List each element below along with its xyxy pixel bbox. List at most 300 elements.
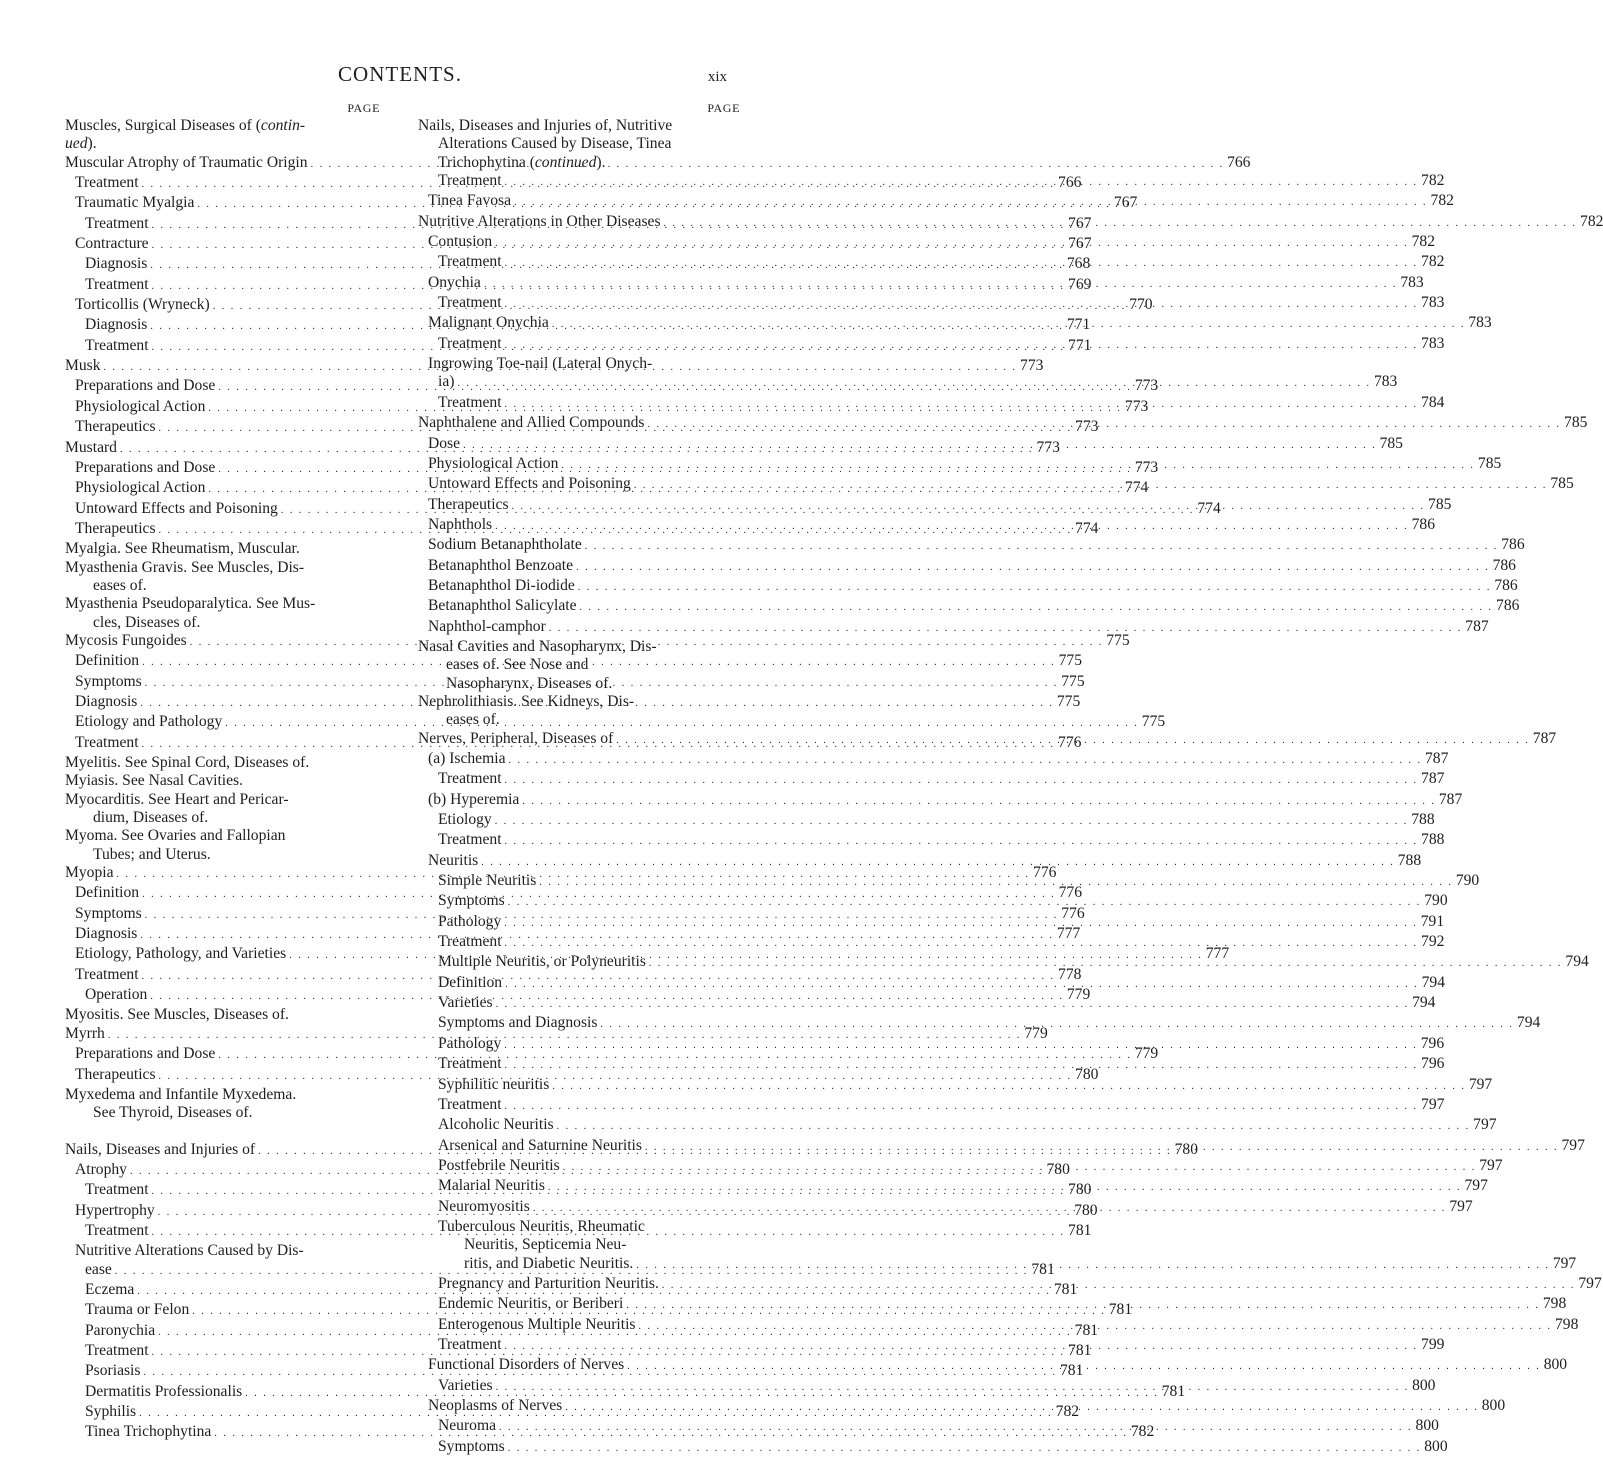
leader-dots bbox=[664, 215, 1578, 233]
toc-entry-title: Preparations and Dose bbox=[75, 1045, 216, 1063]
leader-dots bbox=[495, 518, 1409, 536]
toc-entry-title: Psoriasis bbox=[85, 1362, 141, 1380]
toc-page-number: 783 bbox=[1421, 294, 1445, 312]
toc-entry bbox=[418, 1116, 1497, 1136]
toc-entry bbox=[418, 1218, 740, 1236]
toc-page-number: 767 bbox=[1068, 214, 1092, 232]
toc-page-number: 776 bbox=[1058, 733, 1082, 751]
toc-page-number: 775 bbox=[1061, 672, 1085, 690]
toc-entry-title: Contusion bbox=[428, 233, 493, 251]
toc-entry-title: Myrrh bbox=[65, 1024, 105, 1042]
toc-page-number: 773 bbox=[1134, 377, 1159, 395]
toc-entry-title: Treatment bbox=[438, 1095, 502, 1113]
leader-dots bbox=[648, 416, 1562, 434]
toc-page-number: 780 bbox=[1068, 1181, 1092, 1199]
toc-entry-title: eases of. See Nose and bbox=[446, 656, 589, 674]
toc-entry-title: Treatment bbox=[438, 334, 502, 352]
leader-dots bbox=[639, 1318, 1553, 1336]
toc-entry-title: Atrophy bbox=[75, 1160, 127, 1178]
toc-page-number: 775 bbox=[1056, 692, 1081, 710]
toc-entry-title: Physiological Action bbox=[428, 454, 559, 472]
toc-page-number: 782 bbox=[1421, 253, 1445, 271]
toc-page-number: 794 bbox=[1565, 953, 1589, 971]
toc-entry-title: Pathology bbox=[438, 1034, 502, 1052]
intro-italic: ued bbox=[65, 135, 88, 153]
toc-entry bbox=[418, 851, 1422, 872]
toc-entry-title: Traumatic Myalgia bbox=[75, 194, 195, 212]
section-intro-cont bbox=[418, 154, 740, 172]
toc-page-number: 780 bbox=[1046, 1160, 1070, 1178]
leader-dots bbox=[580, 599, 1494, 617]
toc-entry-title: Enterogenous Multiple Neuritis bbox=[438, 1315, 636, 1333]
toc-entry-title: Preparations and Dose bbox=[75, 377, 216, 395]
toc-entry-title: Contracture bbox=[75, 235, 149, 253]
leader-dots bbox=[548, 1179, 1462, 1197]
toc-entry bbox=[418, 1075, 1493, 1096]
toc-entry-title: Nerves, Peripheral, Diseases of bbox=[418, 729, 614, 747]
toc-page-number: 781 bbox=[1068, 1221, 1092, 1239]
toc-page-number: 780 bbox=[1074, 1201, 1098, 1219]
toc-entry bbox=[65, 791, 410, 809]
leader-dots bbox=[505, 1338, 1419, 1356]
toc-page-number: 785 bbox=[1428, 495, 1452, 513]
toc-entry-title: Neoplasms of Nerves bbox=[428, 1397, 563, 1414]
toc-page-number: 794 bbox=[1421, 973, 1445, 991]
leader-dots bbox=[499, 1419, 1413, 1437]
leader-dots bbox=[505, 174, 1419, 192]
toc-page-number: 797 bbox=[1464, 1177, 1488, 1195]
toc-entry-title: Treatment bbox=[75, 965, 139, 983]
toc-page-number: 791 bbox=[1420, 912, 1445, 930]
leader-dots bbox=[539, 874, 1453, 892]
toc-entry-title: Nutritive Alterations Caused by Dis- bbox=[75, 1242, 304, 1260]
leader-dots bbox=[504, 1037, 1418, 1055]
toc-entry-title: Etiology bbox=[438, 811, 492, 829]
toc-entry-title: Treatment bbox=[85, 1341, 149, 1359]
leader-dots bbox=[552, 316, 1466, 334]
toc-entry-title: Untoward Effects and Poisoning bbox=[428, 475, 631, 493]
toc-entry-title: Dermatitis Professionalis bbox=[85, 1382, 243, 1400]
leader-dots bbox=[578, 579, 1492, 597]
toc-page-number: 785 bbox=[1550, 475, 1574, 493]
toc-entry bbox=[418, 355, 740, 373]
toc-entry-title: Malarial Neuritis bbox=[438, 1177, 545, 1195]
toc-entry bbox=[418, 693, 740, 711]
toc-page-number: 775 bbox=[1141, 713, 1166, 731]
toc-page-number: 787 bbox=[1465, 617, 1489, 635]
toc-entry-title: Musk bbox=[65, 357, 101, 375]
toc-page-number: 774 bbox=[1124, 479, 1149, 497]
toc-entry-title: Symptoms and Diagnosis bbox=[438, 1014, 598, 1032]
leader-dots bbox=[565, 1399, 1479, 1417]
toc-entry bbox=[418, 1095, 1445, 1116]
toc-page-number: 774 bbox=[1075, 519, 1099, 537]
toc-page-number: 794 bbox=[1412, 994, 1436, 1012]
leader-dots bbox=[552, 1078, 1466, 1096]
toc-entry-title: Sodium Betanaphtholate bbox=[428, 536, 582, 554]
toc-page-number: 771 bbox=[1068, 336, 1092, 354]
toc-entry-title: Treatment bbox=[438, 933, 502, 951]
section-gap bbox=[65, 1123, 410, 1141]
toc-page-number: 797 bbox=[1421, 1095, 1445, 1113]
leader-dots bbox=[522, 793, 1436, 811]
toc-entry bbox=[418, 770, 1445, 790]
leader-dots bbox=[495, 235, 1409, 253]
toc-page-number: 788 bbox=[1397, 851, 1422, 869]
toc-entry bbox=[418, 1437, 1448, 1458]
toc-entry-title: Postfebrile Neuritis bbox=[438, 1156, 560, 1174]
toc-page-number: 767 bbox=[1068, 235, 1092, 253]
toc-page-number: 800 bbox=[1481, 1397, 1506, 1414]
toc-entry-title: Myasthenia Pseudoparalytica. See Mus- bbox=[65, 595, 316, 613]
toc-entry-title: Therapeutics bbox=[75, 1065, 156, 1083]
toc-entry-title: Syphilitic neuritis bbox=[438, 1075, 550, 1093]
leader-dots bbox=[549, 620, 1463, 638]
toc-entry-title: Treatment bbox=[438, 770, 502, 788]
toc-entry-title: Naphthols bbox=[428, 515, 493, 533]
toc-entry-title: Nutritive Alterations in Other Diseases bbox=[418, 212, 661, 230]
leader-dots bbox=[496, 1379, 1410, 1397]
toc-entry bbox=[65, 809, 410, 827]
leader-dots bbox=[495, 813, 1409, 831]
toc-entry-title: Dose bbox=[428, 434, 461, 452]
toc-page-number: 790 bbox=[1424, 892, 1448, 910]
leader-dots bbox=[585, 538, 1499, 556]
toc-entry-title: Myalgia. See Rheumatism, Muscular. bbox=[65, 540, 300, 558]
toc-entry-title: Treatment bbox=[85, 275, 149, 293]
toc-page-number: 771 bbox=[1066, 316, 1091, 334]
toc-entry bbox=[418, 750, 1449, 770]
toc-page-number: 782 bbox=[1055, 1403, 1080, 1420]
toc-page-number: 782 bbox=[1421, 172, 1445, 190]
toc-entry-title: Treatment bbox=[438, 1055, 502, 1073]
toc-entry-title: Simple Neuritis bbox=[438, 872, 537, 890]
toc-entry bbox=[418, 656, 740, 674]
leader-dots bbox=[662, 1277, 1576, 1295]
intro-italic: contin- bbox=[260, 117, 306, 134]
toc-page-number: 788 bbox=[1421, 831, 1445, 849]
toc-page-number: 780 bbox=[1174, 1140, 1199, 1158]
toc-entry-title: Syphilis bbox=[85, 1403, 137, 1420]
toc-entry-title: Myiasis. See Nasal Cavities. bbox=[65, 772, 244, 790]
leader-dots bbox=[509, 752, 1423, 770]
leader-dots bbox=[649, 955, 1563, 973]
toc-page-number: 781 bbox=[1074, 1321, 1099, 1339]
toc-entry-title: Symptoms bbox=[438, 1437, 505, 1455]
toc-page-number: 797 bbox=[1468, 1075, 1493, 1093]
toc-page-number: 798 bbox=[1542, 1295, 1567, 1313]
toc-entry-title: Nasopharynx, Diseases of. bbox=[446, 674, 613, 692]
toc-page-number: 776 bbox=[1033, 864, 1057, 882]
leader-dots bbox=[616, 732, 1530, 750]
leader-dots bbox=[505, 1057, 1419, 1075]
toc-entry-title: Operation bbox=[85, 986, 148, 1004]
toc-entry-title: Mycosis Fungoides bbox=[65, 631, 187, 649]
toc-page-number: 782 bbox=[1580, 212, 1603, 230]
toc-entry-title: Myopia bbox=[65, 864, 114, 882]
toc-entry-title: Myxedema and Infantile Myxedema. bbox=[65, 1085, 297, 1103]
leader-dots bbox=[463, 437, 1377, 455]
leader-dots bbox=[505, 935, 1419, 953]
toc-entry-title: eases of. bbox=[93, 576, 147, 594]
leader-dots bbox=[496, 996, 1410, 1014]
toc-entry bbox=[418, 576, 1518, 597]
toc-entry bbox=[418, 811, 1435, 831]
toc-entry bbox=[65, 1242, 410, 1260]
toc-page-number: 776 bbox=[1058, 884, 1082, 902]
toc-page-number: 797 bbox=[1561, 1136, 1585, 1154]
toc-entry bbox=[418, 597, 1520, 617]
leader-dots bbox=[636, 1257, 1550, 1275]
toc-entry-title: Etiology, Pathology, and Varieties bbox=[75, 945, 287, 963]
leader-dots bbox=[484, 276, 1398, 294]
toc-entry bbox=[65, 1341, 1092, 1362]
leader-dots bbox=[600, 1016, 1514, 1034]
leader-dots bbox=[481, 854, 1395, 872]
leader-dots bbox=[505, 772, 1419, 790]
leader-dots bbox=[508, 1440, 1422, 1458]
intro-text: ). bbox=[87, 135, 97, 153]
page-folio: xix bbox=[707, 69, 727, 85]
leader-dots bbox=[505, 976, 1419, 994]
toc-entry-title: Neuromyositis bbox=[438, 1197, 530, 1215]
leader-dots bbox=[505, 1098, 1419, 1116]
toc-entry-title: Pregnancy and Parturition Neuritis. bbox=[438, 1274, 659, 1292]
toc-entry-title: See Thyroid, Diseases of. bbox=[93, 1104, 253, 1122]
toc-entry bbox=[65, 1006, 410, 1024]
toc-entry bbox=[65, 1086, 410, 1104]
toc-page-number: 766 bbox=[1227, 153, 1251, 171]
toc-entry-title: Alcoholic Neuritis bbox=[438, 1116, 554, 1134]
toc-entry-title: Physiological Action bbox=[75, 479, 206, 497]
toc-entry-title: Treatment bbox=[85, 214, 149, 232]
toc-page-number: 782 bbox=[1130, 1423, 1155, 1441]
toc-entry-title: Definition bbox=[438, 973, 503, 991]
toc-entry-title: Neuritis, Septicemia Neu- bbox=[464, 1236, 627, 1254]
leader-dots bbox=[505, 833, 1419, 851]
toc-entry-title: Myasthenia Gravis. See Muscles, Dis- bbox=[65, 558, 305, 576]
toc-page-number: 783 bbox=[1468, 314, 1492, 332]
toc-entry-title: Mustard bbox=[65, 438, 117, 456]
leader-dots bbox=[505, 337, 1419, 355]
toc-entry-title: Naphthalene and Allied Compounds bbox=[418, 414, 645, 432]
section-intro bbox=[65, 117, 410, 135]
toc-entry-title: Arsenical and Saturnine Neuritis bbox=[438, 1136, 642, 1154]
toc-page-number: 800 bbox=[1424, 1437, 1448, 1455]
toc-entry-title: Betanaphthol Salicylate bbox=[428, 597, 577, 615]
toc-page-number: 785 bbox=[1564, 414, 1588, 432]
toc-page-number: 766 bbox=[1058, 174, 1082, 192]
toc-page-number: 797 bbox=[1578, 1274, 1602, 1292]
toc-entry-title: Paronychia bbox=[85, 1321, 156, 1339]
toc-page-number: 779 bbox=[1134, 1045, 1159, 1063]
toc-entry-title: Endemic Neuritis, or Beriberi bbox=[438, 1295, 624, 1313]
toc-page-number: 781 bbox=[1031, 1260, 1055, 1278]
toc-page-number: 796 bbox=[1421, 1055, 1445, 1073]
toc-entry-title: Treatment bbox=[85, 1181, 149, 1199]
toc-entry-title: Betanaphthol Benzoate bbox=[428, 556, 574, 574]
page-column-label: PAGE bbox=[707, 101, 740, 115]
toc-entry-title: Functional Disorders of Nerves bbox=[428, 1356, 625, 1374]
toc-entry-title: Etiology and Pathology bbox=[75, 713, 223, 731]
toc-entry bbox=[65, 754, 410, 772]
toc-entry bbox=[418, 1236, 740, 1254]
toc-entry-title: Betanaphthol Di-iodide bbox=[428, 576, 575, 594]
toc-page-number: 768 bbox=[1066, 255, 1091, 273]
toc-page-number: 792 bbox=[1421, 933, 1445, 951]
leader-dots bbox=[505, 296, 1419, 314]
toc-page-number: 786 bbox=[1411, 515, 1435, 533]
toc-entry bbox=[65, 174, 1082, 194]
toc-entry bbox=[418, 711, 740, 729]
leader-dots bbox=[557, 1118, 1471, 1136]
leader-dots bbox=[634, 477, 1548, 495]
section-intro-cont: Alterations Caused by Disease, Tinea bbox=[438, 135, 672, 153]
toc-entry bbox=[65, 540, 410, 558]
toc-entry-title: Treatment bbox=[438, 1335, 502, 1353]
toc-entry-title: Multiple Neuritis, or Polyneuritis bbox=[438, 953, 646, 971]
toc-page-number: 787 bbox=[1532, 729, 1557, 747]
toc-entry bbox=[65, 595, 410, 613]
toc-entry-title: ritis, and Diabetic Neuritis. bbox=[464, 1254, 634, 1272]
toc-entry-title: Treatment bbox=[438, 393, 502, 411]
toc-entry-title: Tubes; and Uterus. bbox=[93, 845, 211, 863]
toc-page-number: 786 bbox=[1496, 597, 1520, 615]
toc-entry-title: Symptoms bbox=[75, 672, 142, 690]
intro-text: Trichophytina ( bbox=[438, 153, 535, 171]
toc-page-number: 782 bbox=[1430, 192, 1454, 210]
toc-entry bbox=[65, 559, 410, 577]
toc-entry-title: (a) Ischemia bbox=[428, 750, 506, 767]
toc-page-number: 787 bbox=[1421, 770, 1445, 788]
toc-entry-title: Tuberculous Neuritis, Rheumatic bbox=[438, 1217, 645, 1235]
toc-entry-title: dium, Diseases of. bbox=[93, 809, 209, 827]
toc-entry-title: Tinea Trichophytina bbox=[85, 1423, 212, 1441]
toc-page-number: 797 bbox=[1552, 1254, 1577, 1272]
toc-entry-title: Treatment bbox=[75, 733, 139, 751]
toc-entry-title: Nasal Cavities and Nasopharynx, Dis- bbox=[418, 637, 657, 655]
toc-page-number: 783 bbox=[1373, 373, 1398, 391]
toc-entry-title: Trauma or Felon bbox=[85, 1301, 190, 1319]
toc-entry-title: Varieties bbox=[438, 994, 493, 1012]
toc-page-number: 774 bbox=[1197, 499, 1221, 517]
leader-dots bbox=[561, 457, 1475, 475]
toc-entry-title: Naphthol-camphor bbox=[428, 617, 546, 635]
toc-entry-title: Treatment bbox=[85, 336, 149, 354]
toc-entry-title: Ingrowing Toe-nail (Lateral Onych- bbox=[428, 355, 653, 373]
toc-page-number: 797 bbox=[1473, 1116, 1497, 1134]
toc-page-number: 773 bbox=[1075, 418, 1099, 436]
leader-dots bbox=[505, 396, 1419, 414]
leader-dots bbox=[627, 1358, 1541, 1376]
toc-entry-title: Varieties bbox=[438, 1376, 493, 1394]
toc-page-number: 777 bbox=[1056, 925, 1081, 943]
leader-dots bbox=[626, 1297, 1540, 1315]
leader-dots bbox=[512, 498, 1426, 516]
toc-page-number: 775 bbox=[1058, 652, 1082, 670]
toc-entry-title: Myositis. See Muscles, Diseases of. bbox=[65, 1006, 289, 1024]
leader-dots bbox=[563, 1159, 1477, 1177]
toc-entry-title: Treatment bbox=[75, 174, 139, 192]
toc-page-number: 787 bbox=[1425, 750, 1449, 767]
toc-entry-title: Treatment bbox=[438, 253, 502, 271]
toc-page-number: 782 bbox=[1411, 233, 1436, 251]
leader-dots bbox=[533, 1200, 1447, 1218]
toc-page-number: 769 bbox=[1068, 275, 1092, 293]
section-intro-cont bbox=[65, 135, 410, 153]
toc-entry-title: Therapeutics bbox=[428, 495, 509, 513]
page-column-label: PAGE bbox=[347, 101, 380, 115]
leader-dots bbox=[645, 1139, 1559, 1157]
toc-entry-title: Physiological Action bbox=[75, 397, 206, 415]
toc-page-number: 779 bbox=[1066, 986, 1091, 1004]
toc-entry-title: Eczema bbox=[85, 1280, 135, 1298]
toc-entry bbox=[65, 846, 410, 864]
page-title: CONTENTS. bbox=[338, 62, 462, 86]
toc-page-number: 783 bbox=[1421, 334, 1445, 352]
toc-entry bbox=[65, 772, 410, 790]
toc-entry bbox=[418, 790, 1463, 811]
toc-entry-title: Muscular Atrophy of Traumatic Origin bbox=[65, 153, 308, 171]
toc-page-number: 779 bbox=[1024, 1024, 1048, 1042]
toc-entry-title: Therapeutics bbox=[75, 519, 156, 537]
toc-entry-title: Diagnosis bbox=[85, 255, 148, 273]
toc-page-number: 770 bbox=[1129, 296, 1153, 314]
toc-entry-title: Treatment bbox=[85, 1221, 149, 1239]
toc-entry-title: Treatment bbox=[438, 172, 502, 190]
toc-entry-title: Onychia bbox=[428, 273, 481, 291]
leader-dots bbox=[504, 915, 1418, 933]
toc-entry-title: Symptoms bbox=[75, 904, 142, 922]
toc-page-number: 776 bbox=[1061, 904, 1085, 922]
toc-page-number: 767 bbox=[1113, 194, 1138, 212]
toc-entry-title: Myoma. See Ovaries and Fallopian bbox=[65, 827, 286, 845]
toc-entry-title: cles, Diseases of. bbox=[93, 613, 201, 631]
toc-entry bbox=[418, 536, 1525, 556]
toc-entry-title: ia) bbox=[438, 373, 455, 391]
toc-entry-title: Definition bbox=[75, 884, 140, 902]
toc-page-number: 777 bbox=[1205, 945, 1230, 963]
toc-entry-title: Neuritis bbox=[428, 851, 479, 869]
toc-page-number: 797 bbox=[1479, 1156, 1503, 1174]
toc-page-number: 800 bbox=[1543, 1356, 1568, 1374]
toc-entry-title: Untoward Effects and Poisoning bbox=[75, 499, 278, 517]
toc-page-number: 781 bbox=[1161, 1382, 1186, 1400]
toc-page-number: 788 bbox=[1411, 811, 1435, 829]
toc-entry-title: Diagnosis bbox=[85, 316, 148, 334]
toc-page-number: 797 bbox=[1449, 1197, 1473, 1215]
toc-entry bbox=[418, 675, 740, 693]
toc-page-number: 781 bbox=[1059, 1362, 1084, 1380]
toc-entry bbox=[65, 577, 410, 595]
toc-page-number: 790 bbox=[1455, 872, 1480, 890]
toc-entry-title: (b) Hyperemia bbox=[428, 790, 520, 808]
intro-italic: continued bbox=[534, 153, 597, 171]
leader-dots bbox=[576, 559, 1490, 577]
leader-dots bbox=[514, 194, 1428, 212]
intro-text: ). bbox=[596, 153, 606, 171]
toc-page-number: 800 bbox=[1415, 1417, 1439, 1435]
toc-entry-title: Nails, Diseases and Injuries of bbox=[65, 1140, 256, 1158]
toc-entry bbox=[418, 617, 1489, 638]
toc-entry bbox=[418, 831, 1445, 851]
toc-entry-title: ease bbox=[85, 1260, 112, 1278]
toc-entry-title: Torticollis (Wryneck) bbox=[75, 296, 210, 314]
toc-entry-title: Tinea Favosa bbox=[428, 192, 512, 210]
toc-page-number: 785 bbox=[1379, 434, 1403, 452]
toc-entry-title: Neuroma bbox=[438, 1417, 497, 1435]
toc-entry-title: Therapeutics bbox=[75, 418, 156, 436]
